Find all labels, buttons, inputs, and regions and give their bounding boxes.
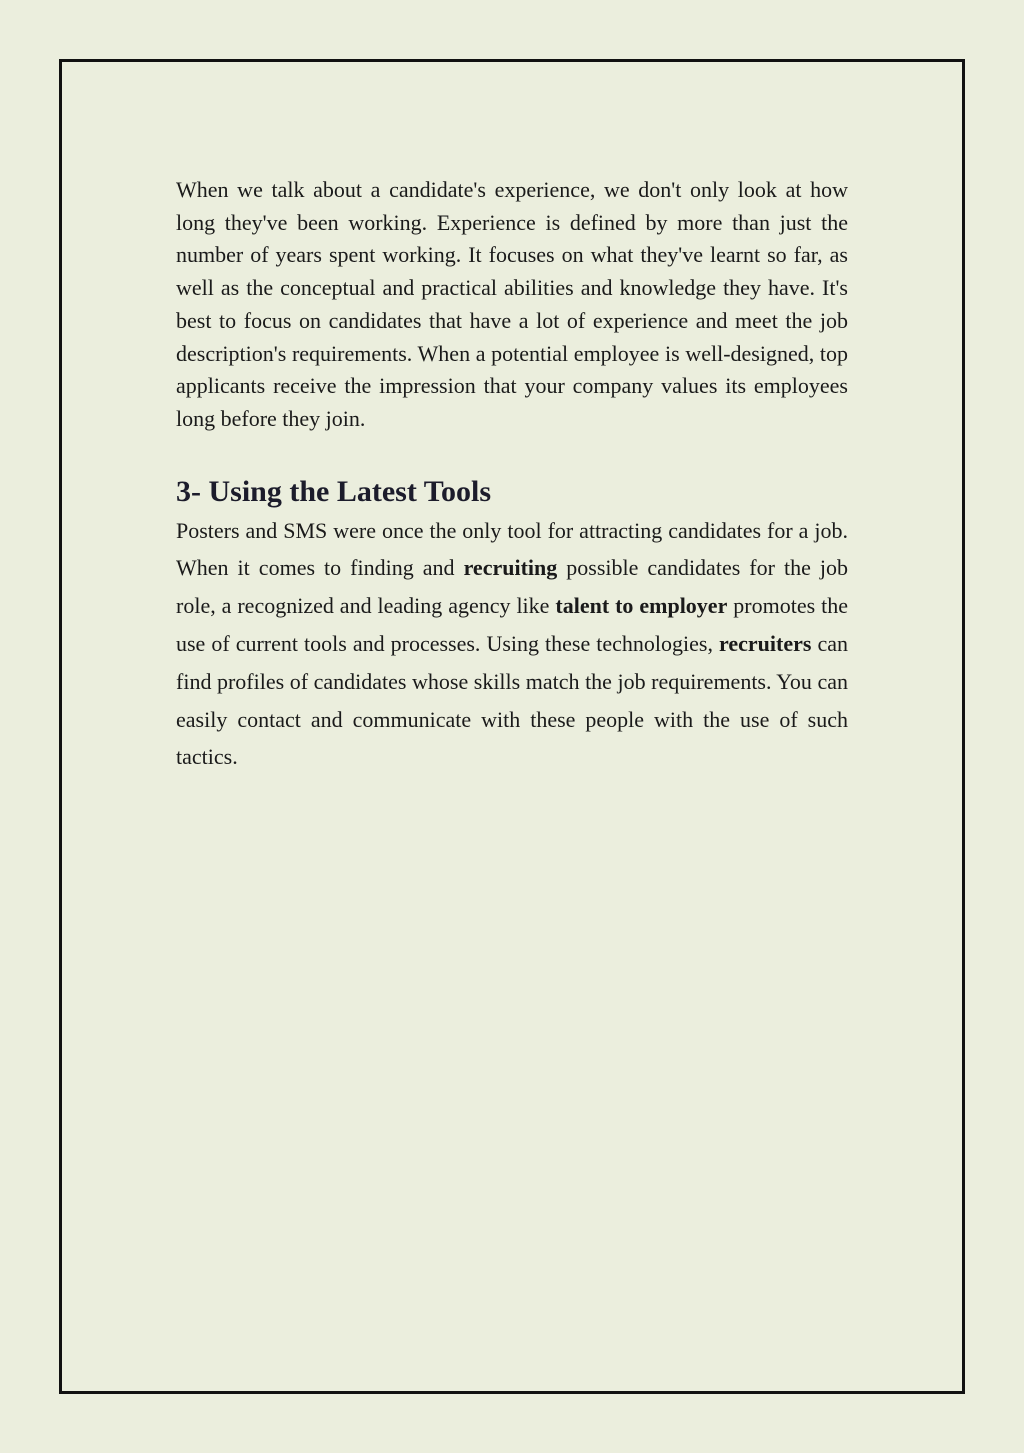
section-paragraph: [176, 512, 848, 777]
text-segment: promotes the use of current tools and processes. Using these technologies,: [176, 593, 848, 657]
page-content: [176, 174, 848, 776]
text-segment: possible candidates for the job role, a recognized and leading agency like: [176, 555, 848, 619]
bold-keyword-recruiters: recruiters: [719, 631, 812, 657]
section-heading: 3- Using the Latest Tools: [176, 474, 492, 508]
bold-keyword-talent-to-employer: talent to employer: [555, 593, 728, 619]
text-segment: Posters and SMS were once the only tool for attracting candidates for a job. When it comes to finding and: [176, 517, 848, 581]
text-segment: can find profiles of candidates whose skills match the job requirements. You can easily contact and communicate with these people with the use of such tactics.: [176, 631, 848, 770]
intro-paragraph: When we talk about a candidate's experience, we don't only look at how long they've been working. Experience is defined by more than just the number of years spent working. It focuses on what they've learnt so far, as well as the conceptual and practical abilities and knowledge they have. It's best to focus on candidates that have a lot of experience and meet the job description's requirements. When a potential employee is well-designed, top applicants receive the impression that your company values its employees long before they join.: [176, 177, 848, 431]
bold-keyword-recruiting: recruiting: [463, 555, 558, 581]
